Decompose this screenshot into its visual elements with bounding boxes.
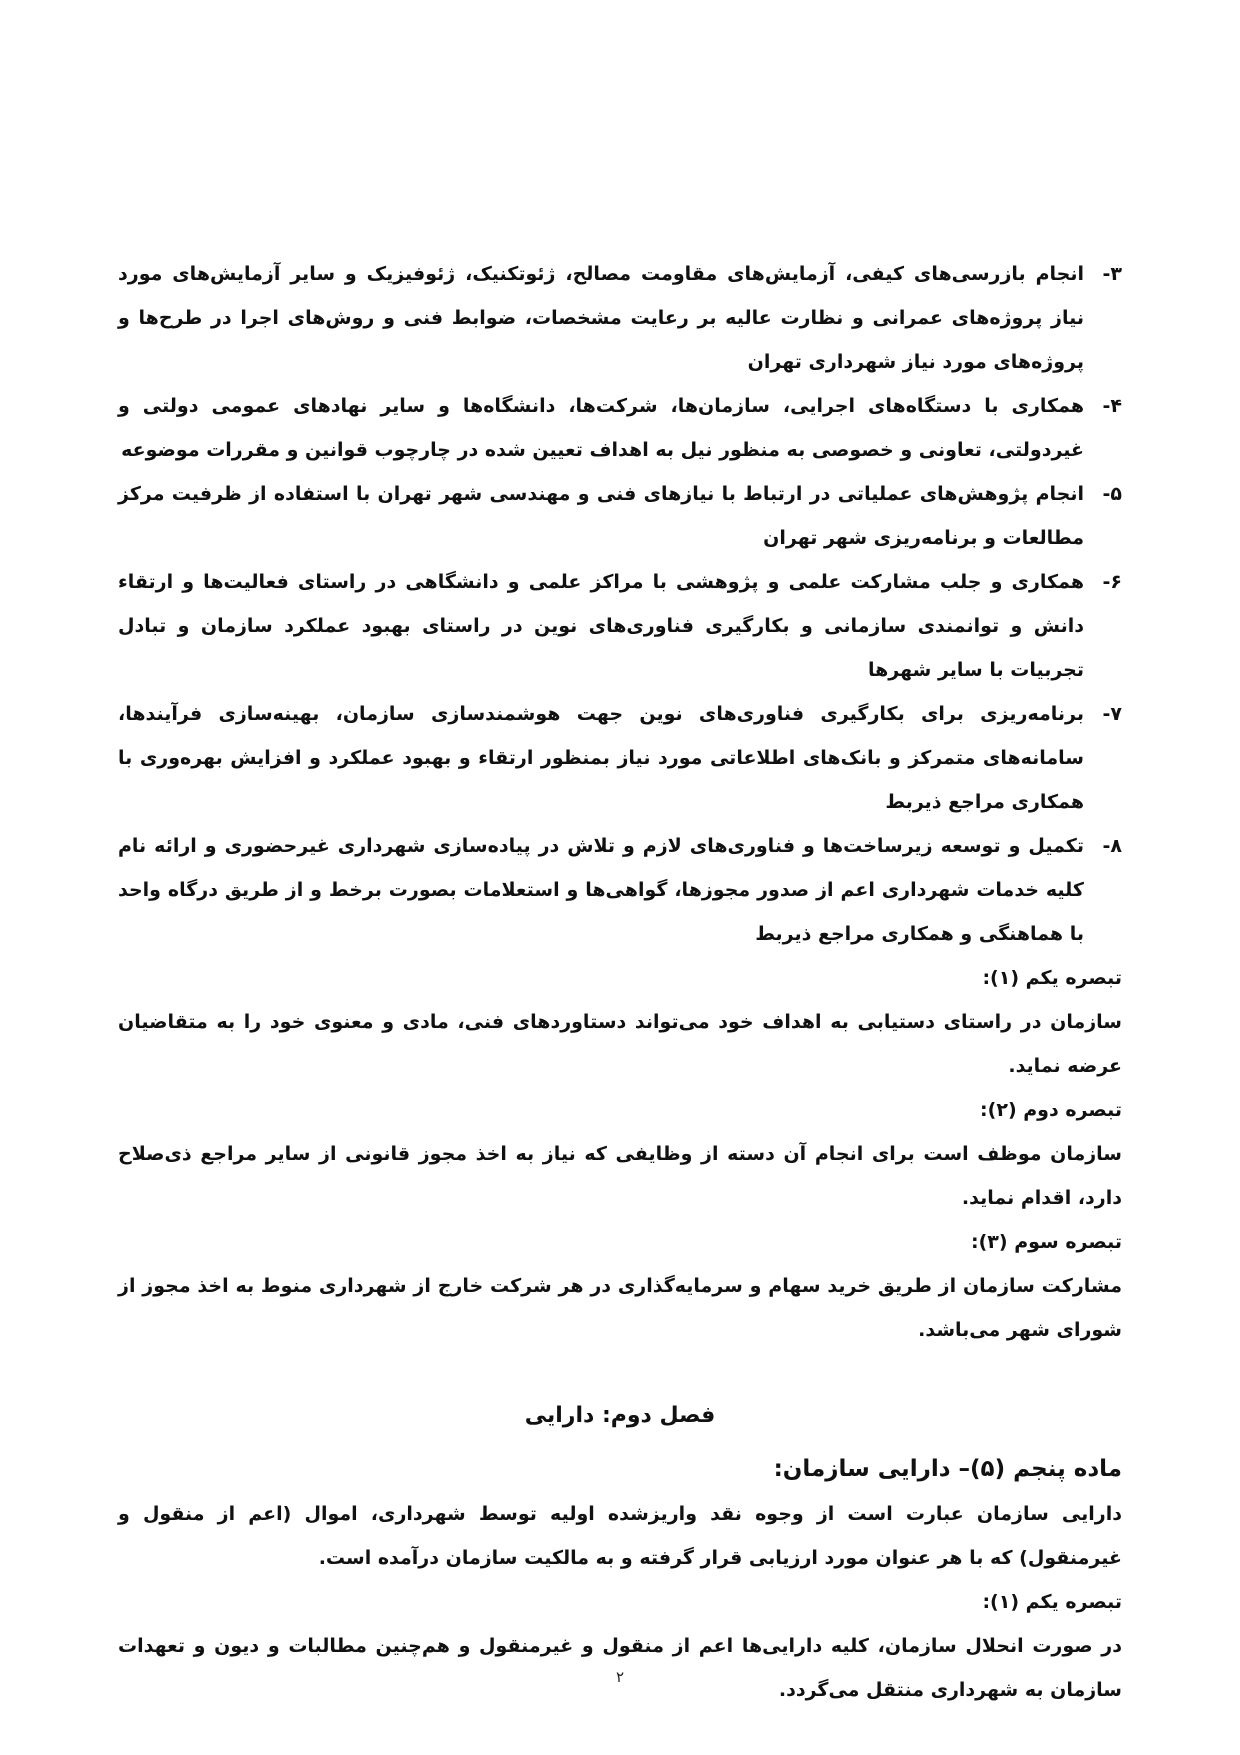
list-item-text: برنامه‌ریزی برای بکارگیری فناوری‌های نوین جهت هوشمندسازی سازمان، بهینه‌سازی فرآیندها، سامانه‌های متمرکز و بانک‌های اطلاعاتی مورد نیاز بمنظور ارتقاء و بهبود عملکرد و افزایش بهره‌وری با همکاری مراجع ذیربط — [118, 703, 1084, 813]
list-item-text: انجام بازرسی‌های کیفی، آزمایش‌های مقاومت مصالح، ژئوتکنیک، ژئوفیزیک و سایر آزمایش‌های مورد نیاز پروژه‌های عمرانی و نظارت عالیه بر رعایت مشخصات، ضوابط فنی و روش‌های اجرا در طرح‌ها و پروژه‌های مورد نیاز شهرداری تهران — [118, 263, 1084, 373]
page-number: ۲ — [615, 1668, 625, 1686]
list-item-3 — [118, 252, 1122, 384]
list-item-text: تکمیل و توسعه زیرساخت‌ها و فناوری‌های لازم و تلاش در پیاده‌سازی شهرداری غیرحضوری و ارائه نام کلیه خدمات شهرداری اعم از صدور مجوزها، گواهی‌ها و استعلامات بصورت برخط و از طریق درگاه واحد با هماهنگی و همکاری مراجع ذیربط — [118, 835, 1084, 945]
note-text-2: سازمان موظف است برای انجام آن دسته از وظایفی که نیاز به اخذ مجوز قانونی از سایر مراجع ذی‌صلاح دارد، اقدام نماید. — [118, 1143, 1122, 1209]
list-item-text: همکاری با دستگاه‌های اجرایی، سازمان‌ها، شرکت‌ها، دانشگاه‌ها و سایر نهادهای عمومی دولتی و غیردولتی، تعاونی و خصوصی به منظور نیل به اهداف تعیین شده در چارچوب قوانین و مقررات موضوعه — [118, 395, 1084, 461]
list-item-4 — [118, 384, 1122, 472]
chapter-title: فصل دوم: دارایی — [524, 1403, 716, 1428]
document-page — [118, 252, 1122, 1712]
list-item-6 — [118, 560, 1122, 692]
list-item-5 — [118, 472, 1122, 560]
note-title-1: تبصره یکم (۱): — [982, 967, 1122, 989]
note-text-3: مشارکت سازمان از طریق خرید سهام و سرمایه‌گذاری در هر شرکت خارج از شهرداری منوط به اخذ مجوز از شورای شهر می‌باشد. — [118, 1275, 1122, 1341]
article-title: ماده پنجم (۵)– دارایی سازمان: — [773, 1456, 1122, 1482]
list-item-7 — [118, 692, 1122, 824]
list-item-number: ۳- — [1102, 263, 1122, 285]
list-item-text: انجام پژوهش‌های عملیاتی در ارتباط با نیازهای فنی و مهندسی شهر تهران با استفاده از ظرفیت مرکز مطالعات و برنامه‌ریزی شهر تهران — [118, 483, 1084, 549]
list-item-number: ۷- — [1102, 703, 1122, 725]
note-title-2: تبصره دوم (۲): — [980, 1099, 1122, 1121]
article-note-title: تبصره یکم (۱): — [982, 1591, 1122, 1613]
article-text: دارایی سازمان عبارت است از وجوه نقد واریزشده اولیه توسط شهرداری، اموال (اعم از منقول و غیرمنقول) که با هر عنوان مورد ارزیابی قرار گرفته و به مالکیت سازمان درآمده است. — [118, 1503, 1122, 1569]
list-item-text: همکاری و جلب مشارکت علمی و پژوهشی با مراکز علمی و دانشگاهی در راستای فعالیت‌ها و ارتقاء دانش و توانمندی سازمانی و بکارگیری فناوری‌های نوین در راستای بهبود عملکرد سازمان و تبادل تجربیات با سایر شهرها — [118, 571, 1084, 681]
list-item-number: ۵- — [1102, 483, 1122, 505]
note-text-1: سازمان در راستای دستیابی به اهداف خود می‌تواند دستاوردهای فنی، مادی و معنوی خود را به متقاضیان عرضه نماید. — [118, 1011, 1122, 1077]
list-item-number: ۸- — [1102, 835, 1122, 857]
list-item-number: ۴- — [1102, 395, 1122, 417]
list-item-number: ۶- — [1102, 571, 1122, 593]
article-note-text: در صورت انحلال سازمان، کلیه دارایی‌ها اعم از منقول و غیرمنقول و هم‌چنین مطالبات و دیون و تعهدات سازمان به شهرداری منتقل می‌گردد. — [118, 1635, 1122, 1701]
list-item-8 — [118, 824, 1122, 956]
note-title-3: تبصره سوم (۳): — [971, 1231, 1122, 1253]
